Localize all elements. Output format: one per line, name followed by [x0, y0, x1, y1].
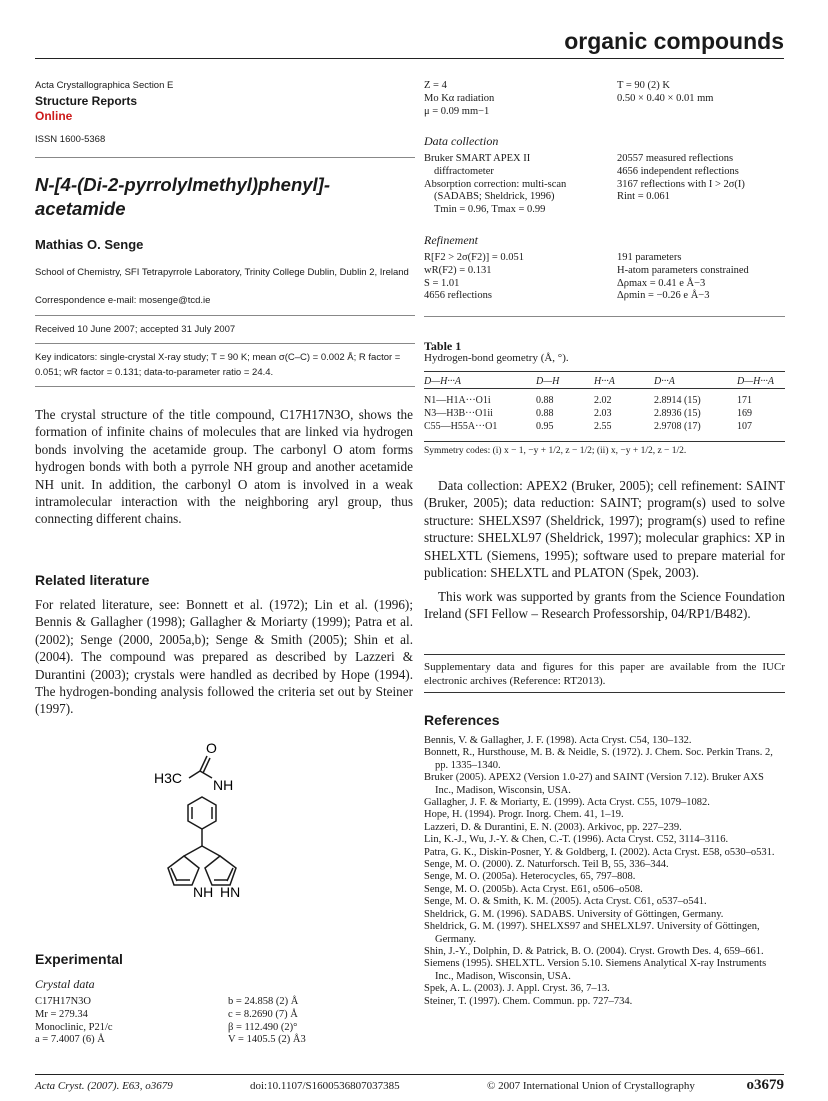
affiliation: School of Chemistry, SFI Tetrapyrrole Laboratory, Trinity College Dublin, Dublin 2, Ireland [35, 267, 409, 278]
label-hn-right: HN [220, 884, 241, 900]
table-caption: Hydrogen-bond geometry (Å, °). [424, 352, 569, 364]
collection-rint: Rint = 0.061 [617, 191, 670, 203]
collection-tminmax: Tmin = 0.96, Tmax = 0.99 [434, 204, 546, 216]
table-header: D···A [654, 376, 675, 387]
acknowledgements: This work was supported by grants from the Science Foundation Ireland (SFI Fellow – Research Professorship, 04/RP1/B482). [424, 589, 785, 622]
references-heading: References [424, 712, 500, 728]
article-title [35, 173, 415, 221]
footer-doi: doi:10.1107/S1600536807037385 [250, 1080, 400, 1092]
crystal-radiation: Mo Kα radiation [424, 92, 495, 104]
related-text: For related literature, see: Bonnett et al. (1972); Lin et al. (1996); Bennis & Gallagher (1998); Gallagher & Moriarty (1999); Patra et al. (2002); Senge (2000, 2005a,b); Senge & Smith (2005); Shin et al. (2004). The compound was prepared as described by Lazzeri & Durantini (2003); crystals were handled as decribed by Hope (1994). The hydrogen-bonding analysis followed the criteria set out by Steiner (1997). [35, 597, 413, 717]
reference-item: Siemens (1995). SHELXTL. Version 5.10. Siemens Analytical X-ray Instruments Inc., Madison, Wisconsin, USA. [424, 958, 767, 982]
reference-list [424, 735, 785, 1008]
reference-item: Hope, H. (1994). Progr. Inorg. Chem. 41, 1–19. [424, 809, 624, 821]
footer-citation: Acta Cryst. (2007). E63, o3679 [35, 1080, 173, 1092]
crystal-v: V = 1405.5 (2) Å3 [228, 1034, 306, 1046]
correspondence: Correspondence e-mail: mosenge@tcd.ie [35, 295, 211, 306]
rule [424, 316, 785, 317]
reference-item: Bonnett, R., Hursthouse, M. B. & Neidle, S. (1972). J. Chem. Soc. Perkin Trans. 2, pp. 1335–1340. [424, 747, 773, 771]
label-ch3: H3C [154, 770, 183, 786]
rule [35, 386, 415, 387]
table-row [424, 420, 785, 433]
table-cell: 2.9708 (17) [654, 421, 701, 432]
reference-item: Senge, M. O. (2000). Z. Naturforsch. Teil B, 55, 336–344. [424, 859, 669, 871]
crystal-a: a = 7.4007 (6) Å [35, 1034, 105, 1046]
reference-item: Patra, G. K., Diskin-Posner, Y. & Goldberg, I. (2002). Acta Cryst. E58, o530–o531. [424, 846, 775, 858]
table-bottom-rule [424, 441, 785, 442]
hbond-table [424, 375, 785, 433]
table-header: H···A [594, 376, 615, 387]
author: Mathias O. Senge [35, 237, 144, 252]
table-row [424, 394, 785, 407]
crystal-formula: C17H17N3O [35, 996, 92, 1007]
table-cell: N3—H3B···O1ii [424, 408, 493, 419]
collection-sadabs: (SADABS; Sheldrick, 1996) [434, 191, 555, 203]
header-rule [35, 58, 784, 59]
table-cell: C55—H55A···O1 [424, 421, 498, 432]
footer-copyright: © 2007 International Union of Crystallography [487, 1080, 695, 1092]
reference-item: Senge, M. O. (2005a). Heterocycles, 65, 797–808. [424, 871, 636, 883]
reference-item: Bennis, V. & Gallagher, J. F. (1998). Acta Cryst. C54, 130–132. [424, 735, 692, 746]
rule [35, 343, 415, 344]
running-header: organic compounds [564, 28, 784, 54]
page-number: o3679 [746, 1077, 784, 1093]
key-indicators: Key indicators: single-crystal X-ray study; T = 90 K; mean σ(C–C) = 0.002 Å; R factor = 0.051; wR factor = 0.131; data-to-parameter ratio = 24.4. [35, 352, 401, 378]
journal-online: Online [35, 108, 73, 123]
table-cell: 0.88 [536, 395, 554, 406]
reference-item: Sheldrick, G. M. (1996). SADABS. University of Göttingen, Germany. [424, 908, 724, 920]
supplementary-note: Supplementary data and figures for this paper are available from the IUCr electronic archives (Reference: RT2013). [424, 661, 785, 687]
crystal-data-left [35, 996, 225, 1047]
refinement-heading: Refinement [424, 233, 478, 247]
label-nh-left: NH [193, 884, 214, 900]
received-dates: Received 10 June 2007; accepted 31 July 2007 [35, 324, 236, 335]
footer-rule [35, 1074, 784, 1075]
crystal-b: b = 24.858 (2) Å [228, 996, 299, 1007]
collection-independent: 4656 independent reflections [617, 165, 739, 177]
crystal-c: c = 8.2690 (7) Å [228, 1008, 298, 1020]
refinement-right [617, 252, 797, 303]
table-header: D—H···A [737, 376, 774, 387]
collection-measured: 20557 measured reflections [617, 153, 734, 164]
crystal-z: Z = 4 [424, 80, 447, 91]
abstract: The crystal structure of the title compound, C17H17N3O, shows the formation of infinite chains of molecules that are linked via hydrogen bonds involving the acetamide group. The carbonyl O atom forms hydrogen bonds with both a pyrrole NH group and another acetamide NH unit. In addition, the carbonyl O atom is involved in a weak intramolecular interaction with the neighboring aryl group, thus connecting different chains. [35, 407, 413, 527]
title-line-1: N-[4-(Di-2-pyrrolylmethyl)phenyl]- [35, 174, 330, 195]
crystal-cont-right [617, 80, 797, 106]
table-cell: 0.95 [536, 421, 554, 432]
table-title: Table 1 [424, 339, 462, 353]
refinement-rhomax: Δρmax = 0.41 e Å−3 [617, 277, 706, 289]
table-cell: 0.88 [536, 408, 554, 419]
refinement-parameters: 191 parameters [617, 252, 682, 263]
label-o: O [206, 740, 217, 756]
table-cell: 2.8914 (15) [654, 395, 701, 406]
reference-item: Gallagher, J. F. & Moriarty, E. (1999). Acta Cryst. C55, 1079–1082. [424, 797, 710, 809]
reference-item: Senge, M. O. (2005b). Acta Cryst. E61, o506–o508. [424, 883, 643, 895]
crystal-mu: μ = 0.09 mm−1 [424, 105, 490, 117]
refinement-r: R[F2 > 2σ(F2)] = 0.051 [424, 252, 525, 263]
table-header: D—H [536, 376, 560, 387]
crystal-cont-left [424, 80, 614, 118]
experimental-heading: Experimental [35, 951, 123, 967]
journal-section: Acta Crystallographica Section E [35, 80, 174, 91]
title-line-2: acetamide [35, 198, 126, 219]
table-footnote: Symmetry codes: (i) x − 1, −y + 1/2, z − 1/2; (ii) x, −y + 1/2, z − 1/2. [424, 446, 687, 456]
collection-right [617, 153, 797, 204]
crystal-t: T = 90 (2) K [617, 80, 670, 91]
table-cell: 169 [737, 408, 752, 419]
table-row [424, 407, 785, 420]
refinement-left [424, 252, 614, 303]
crystal-size: 0.50 × 0.40 × 0.01 mm [617, 92, 714, 104]
reference-item: Spek, A. L. (2003). J. Appl. Cryst. 36, 7–13. [424, 983, 610, 995]
table-cell: 2.02 [594, 395, 612, 406]
table-top-rule [424, 371, 785, 372]
table-cell: 107 [737, 421, 752, 432]
rule [35, 315, 415, 316]
refinement-rhomin: Δρmin = −0.26 e Å−3 [617, 290, 710, 302]
table-cell: N1—H1A···O1i [424, 395, 491, 406]
table-header: D—H···A [424, 376, 461, 387]
crystal-mr: Mr = 279.34 [35, 1008, 88, 1020]
reference-item: Bruker (2005). APEX2 (Version 1.0-27) and SAINT (Version 7.12). Bruker AXS Inc., Madison, Wisconsin, USA. [424, 772, 764, 796]
collection-diffractometer: Bruker SMART APEX II [424, 153, 531, 164]
chemical-structure [140, 735, 340, 945]
table-cell: 2.03 [594, 408, 612, 419]
issn: ISSN 1600-5368 [35, 133, 106, 145]
reference-item: Shin, J.-Y., Dolphin, D. & Patrick, B. O. (2004). Cryst. Growth Des. 4, 659–661. [424, 945, 764, 957]
collection-absorption: Absorption correction: multi-scan [424, 178, 567, 190]
reference-item: Lin, K.-J., Wu, J.-Y. & Chen, C.-T. (1996). Acta Cryst. C52, 3114–3116. [424, 834, 729, 846]
reference-item: Senge, M. O. & Smith, K. M. (2005). Acta Cryst. C61, o537–o541. [424, 896, 707, 908]
collection-left [424, 153, 614, 217]
data-collection-text: Data collection: APEX2 (Bruker, 2005); cell refinement: SAINT (Bruker, 2005); data reduction: SAINT; program(s) used to solve structure: SHELXS97 (Sheldrick, 1997); program(s) used to refine structure: SHELXL97 (Sheldrick, 1997); molecular graphics: XP in SHELXTL (Siemens, 1995); software used to prepare material for publication: SHELXTL and PLATON (Spek, 2003). [424, 478, 785, 581]
journal-name: Structure Reports [35, 93, 138, 108]
refinement-hatom: H-atom parameters constrained [617, 264, 749, 276]
refinement-wr: wR(F2) = 0.131 [424, 264, 492, 276]
label-nh: NH [213, 777, 234, 793]
related-heading: Related literature [35, 572, 150, 588]
table-cell: 2.55 [594, 421, 612, 432]
reference-item: Lazzeri, D. & Durantini, E. N. (2003). Arkivoc, pp. 227–239. [424, 821, 682, 833]
refinement-reflections: 4656 reflections [424, 290, 492, 302]
crystal-system: Monoclinic, P21/c [35, 1021, 113, 1033]
rule [424, 654, 785, 655]
rule [35, 157, 415, 158]
collection-observed: 3167 reflections with I > 2σ(I) [617, 178, 745, 190]
reference-item: Steiner, T. (1997). Chem. Commun. pp. 727–734. [424, 995, 633, 1007]
data-collection-heading: Data collection [424, 134, 499, 148]
collection-diffractometer-cont: diffractometer [434, 165, 494, 177]
rule [424, 692, 785, 693]
crystal-data-right [228, 996, 408, 1047]
table-header-row [424, 375, 785, 389]
crystal-beta: β = 112.490 (2)° [228, 1021, 298, 1033]
crystal-data-heading: Crystal data [35, 977, 95, 991]
reference-item: Sheldrick, G. M. (1997). SHELXS97 and SHELXL97. University of Göttingen, Germany. [424, 921, 760, 945]
refinement-s: S = 1.01 [424, 277, 460, 289]
table-cell: 171 [737, 395, 752, 406]
table-cell: 2.8936 (15) [654, 408, 701, 419]
